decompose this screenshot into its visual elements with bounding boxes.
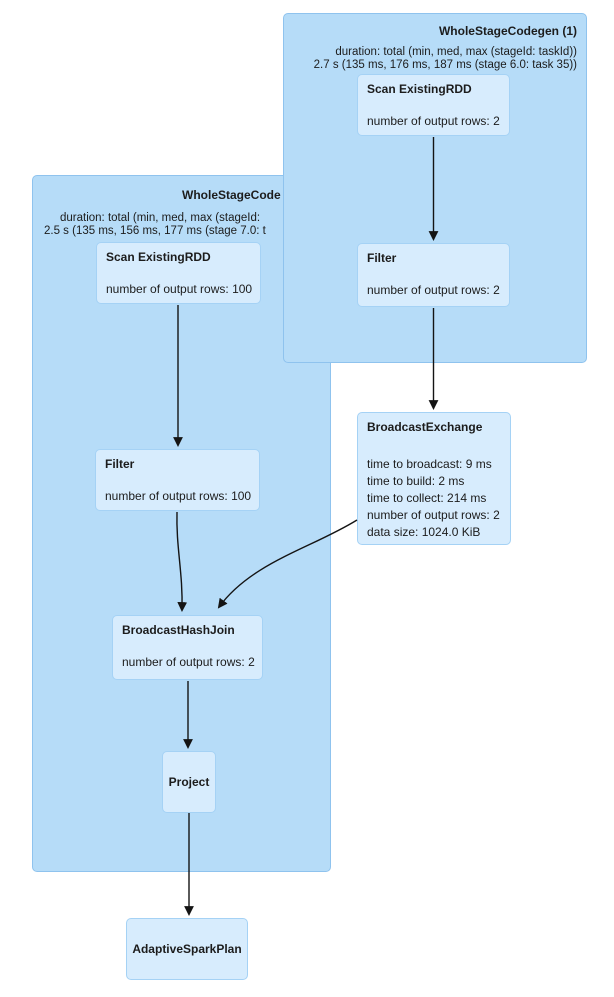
node-metric: time to build: 2 ms: [367, 474, 465, 488]
node-title: Filter: [105, 457, 135, 471]
node-title: BroadcastHashJoin: [122, 623, 235, 637]
node-title: Scan ExistingRDD: [367, 82, 472, 96]
cluster-duration-line1: duration: total (min, med, max (stageId: taskId)): [335, 46, 577, 58]
node-adaptivesparkplan[interactable]: [126, 918, 248, 980]
node-metric: number of output rows: 100: [105, 489, 252, 503]
cluster-wholestagecodegen-1: [283, 13, 587, 363]
node-title: Project: [168, 775, 210, 789]
node-metric: time to collect: 214 ms: [367, 491, 487, 505]
node-scan-existingrdd-2[interactable]: [96, 242, 261, 304]
node-metric: time to broadcast: 9 ms: [367, 457, 492, 471]
node-filter-1[interactable]: [357, 243, 510, 307]
node-title: Filter: [367, 251, 397, 265]
cluster-duration-line1: duration: total (min, med, max (stageId:: [60, 212, 261, 224]
node-title: AdaptiveSparkPlan: [132, 942, 242, 956]
node-metric: number of output rows: 2: [122, 655, 255, 669]
node-metric: number of output rows: 2: [367, 508, 500, 522]
node-metric: number of output rows: 2: [367, 114, 500, 128]
node-filter-2[interactable]: [95, 449, 260, 511]
node-project[interactable]: [162, 751, 216, 813]
node-title: Scan ExistingRDD: [106, 250, 211, 264]
node-broadcasthashjoin[interactable]: [112, 615, 263, 680]
cluster-duration-line2: 2.5 s (135 ms, 156 ms, 177 ms (stage 7.0: t: [44, 225, 266, 237]
cluster-title: WholeStageCode: [182, 188, 281, 202]
cluster-duration-line2: 2.7 s (135 ms, 176 ms, 187 ms (stage 6.0: task 35)): [313, 59, 577, 71]
node-scan-existingrdd-1[interactable]: [357, 74, 510, 136]
node-metric: data size: 1024.0 KiB: [367, 525, 481, 539]
node-metric: number of output rows: 2: [367, 283, 500, 297]
node-broadcastexchange[interactable]: [357, 412, 511, 545]
node-title: BroadcastExchange: [367, 420, 483, 434]
node-metric: number of output rows: 100: [106, 282, 253, 296]
cluster-title: WholeStageCodegen (1): [438, 24, 577, 38]
